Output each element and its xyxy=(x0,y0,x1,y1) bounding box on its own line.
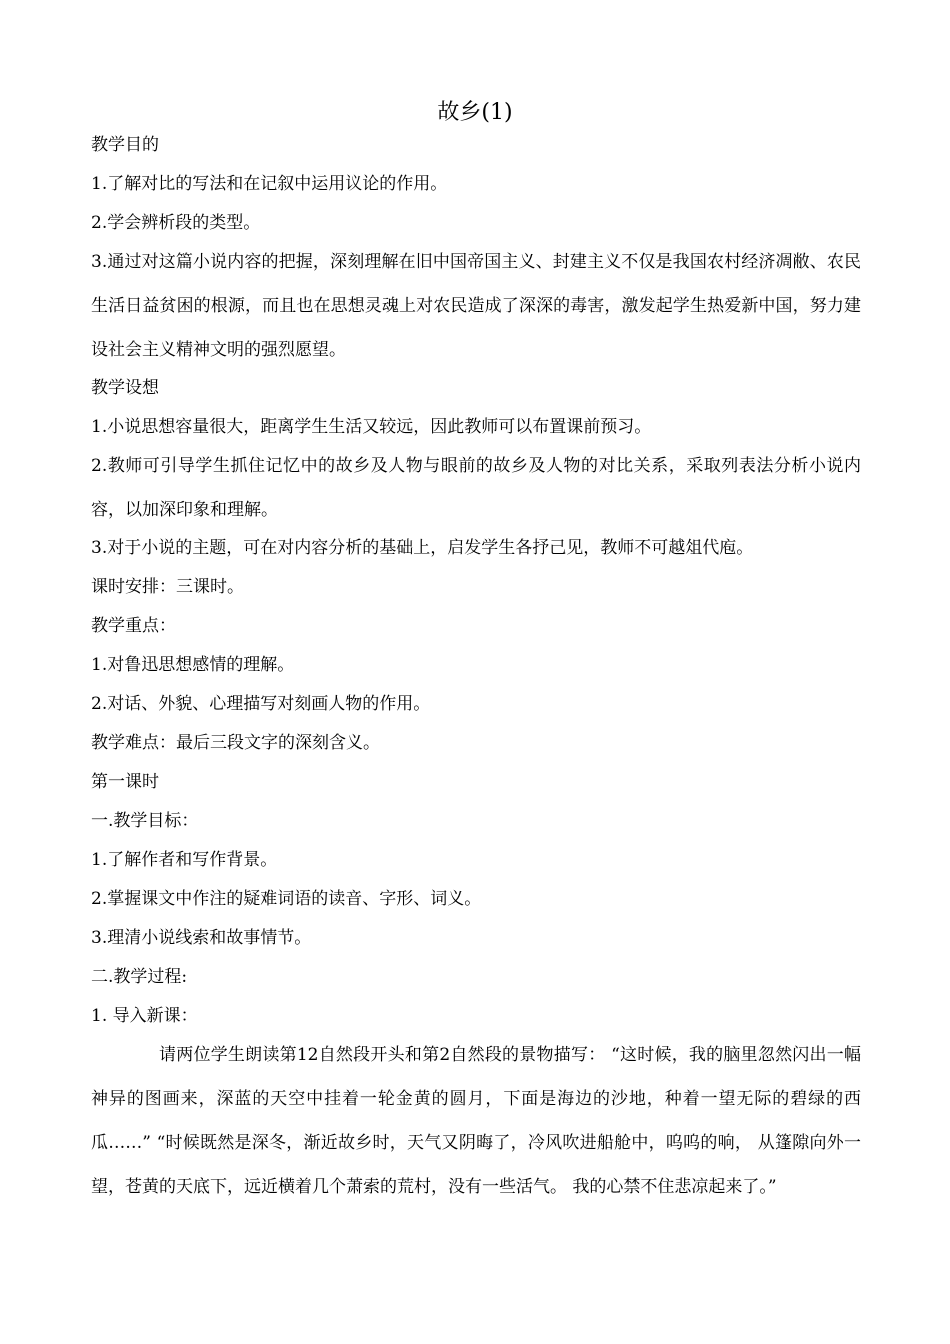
design-item: 1.小说思想容量很大，距离学生生活又较远，因此教师可以布置课前预习。 xyxy=(91,417,652,437)
process-step: 1. 导入新课： xyxy=(91,1006,198,1026)
section-heading-key-points: 教学重点： xyxy=(91,616,176,636)
lesson-heading: 第一课时 xyxy=(91,772,159,792)
design-item: 2.教师可引导学生抓住记忆中的故乡及人物与眼前的故乡及人物的对比关系，采取列表法分析小说内容，以加深印象和理解。 xyxy=(91,456,861,520)
intro-paragraph: 请两位学生朗读第12自然段开头和第2自然段的景物描写： “这时候，我的脑里忽然闪出一幅神异的图画来，深蓝的天空中挂着一轮金黄的圆月，下面是海边的沙地，种着一望无际的碧绿的西瓜……” “时候既然是深冬，渐近故乡时，天气又阴晦了，冷风吹进船舱中，呜呜的响， 从篷隙向外一望，苍黄的天底下，远近横着几个萧索的荒村，没有一些活气。 我的心禁不住悲凉起来了。” xyxy=(91,1045,862,1197)
goal-item: 2.学会辨析段的类型。 xyxy=(91,213,261,233)
goal-item: 3.通过对这篇小说内容的把握，深刻理解在旧中国帝国主义、封建主义不仅是我国农村经济凋敝、农民生活日益贫困的根源，而且也在思想灵魂上对农民造成了深深的毒害，激发起学生热爱新中国，努力建设社会主义精神文明的强烈愿望。 xyxy=(91,252,861,360)
section-heading-design: 教学设想 xyxy=(91,378,159,398)
objective-item: 1.了解作者和写作背景。 xyxy=(91,850,278,870)
objective-item: 2.掌握课文中作注的疑难词语的读音、字形、词义。 xyxy=(91,889,482,909)
process-heading: 二.教学过程: xyxy=(91,967,188,987)
design-item: 3.对于小说的主题，可在对内容分析的基础上，启发学生各抒己见，教师不可越俎代庖。 xyxy=(91,538,754,558)
document-body xyxy=(91,126,861,1209)
schedule-text: 课时安排：三课时。 xyxy=(91,577,244,597)
difficulty-text: 教学难点：最后三段文字的深刻含义。 xyxy=(91,733,380,753)
page-title: 故乡(1) xyxy=(437,100,513,125)
objective-item: 3.理清小说线索和故事情节。 xyxy=(91,928,312,948)
section-heading-goals: 教学目的 xyxy=(91,135,159,155)
goal-item: 1.了解对比的写法和在记叙中运用议论的作用。 xyxy=(91,174,448,194)
key-point-item: 1.对鲁迅思想感情的理解。 xyxy=(91,655,295,675)
objectives-heading: 一.教学目标： xyxy=(91,811,199,831)
key-point-item: 2.对话、外貌、心理描写对刻画人物的作用。 xyxy=(91,694,431,714)
